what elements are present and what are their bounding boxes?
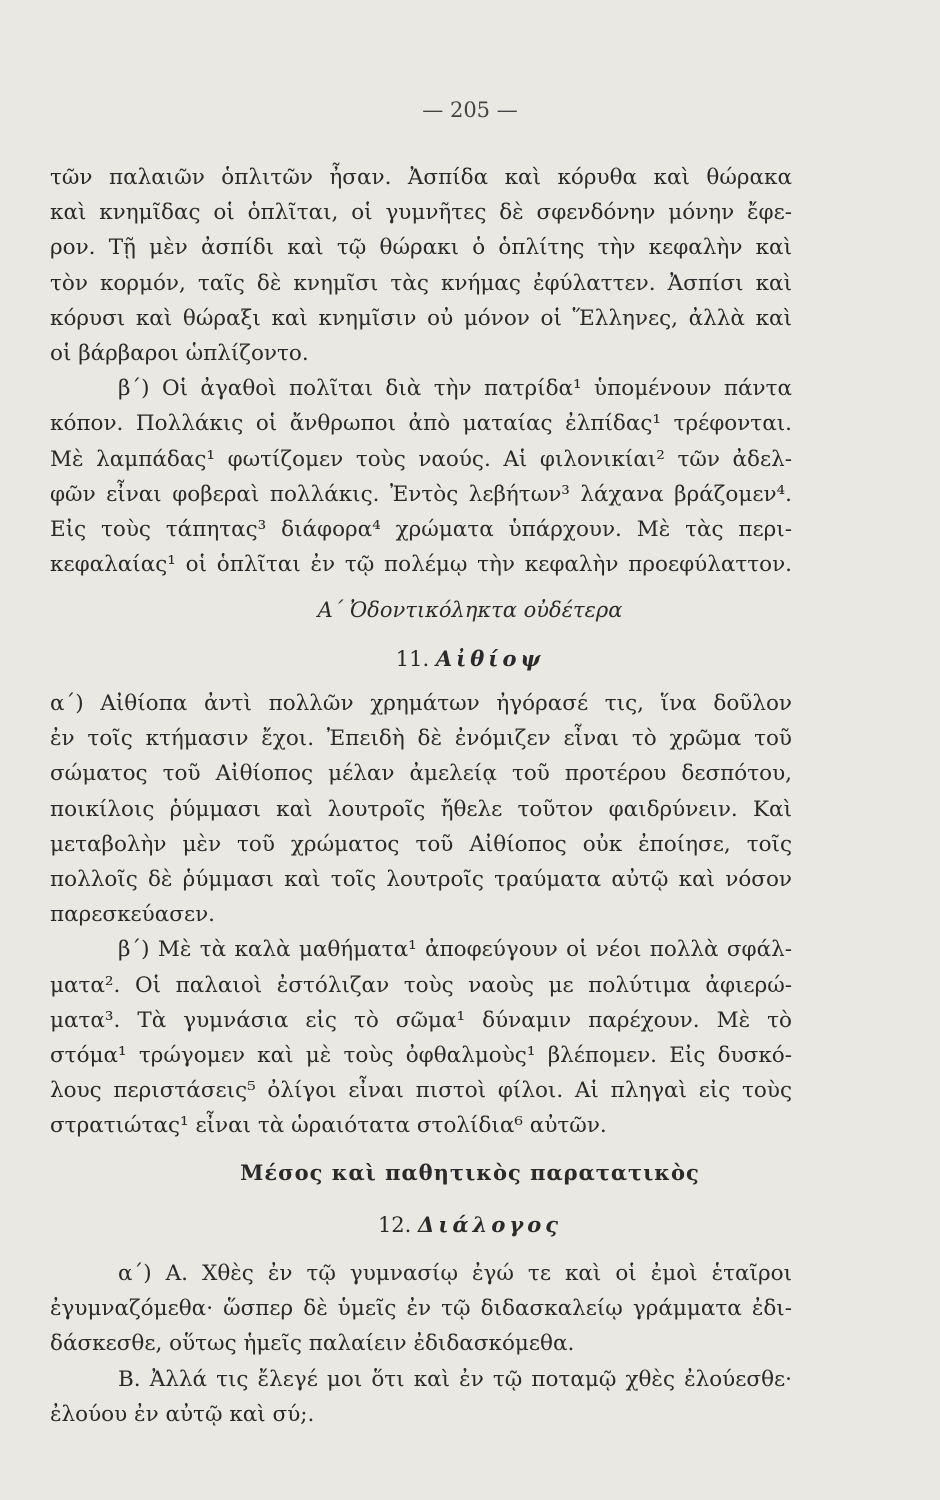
text-line: οἱ βάρβαροι ὡπλίζοντο. <box>50 341 309 367</box>
text-line: ἐλούου ἐν αὐτῷ καὶ σύ;. <box>50 1401 315 1427</box>
text-line: ἐγυμναζόμεθα· ὥσπερ δὲ ὑμεῖς ἐν τῷ διδασκαλείῳ γράμματα ἐδι- <box>50 1296 792 1322</box>
section-heading-a: Α΄ Ὀδοντικόληκτα οὐδέτερα <box>317 598 623 622</box>
text-line: α΄) Α. Χθὲς ἐν τῷ γυμνασίῳ ἐγώ τε καὶ οἱ ἐμοὶ ἑταῖροι <box>118 1261 792 1286</box>
text-block-intro <box>50 160 792 582</box>
lesson-number: 11. <box>395 647 430 671</box>
text-line: κεφαλαίας¹ οἱ ὁπλῖται ἐν τῷ πολέμῳ τὴν κεφαλὴν προεφύλαττον. <box>50 552 792 578</box>
text-line: καὶ κνημῖδας οἱ ὁπλῖται, οἱ γυμνῆτες δὲ σφενδόνην μόνην ἔφε- <box>50 200 792 226</box>
text-line: α΄) Αἰθίοπα ἀντὶ πολλῶν χρημάτων ἠγόρασέ τις, ἵνα δοῦλον <box>50 691 792 716</box>
text-line: ρον. Τῇ μὲν ἀσπίδι καὶ τῷ θώρακι ὁ ὁπλίτης τὴν κεφαλὴν καὶ <box>50 235 792 261</box>
text-line: Μὲ λαμπάδας¹ φωτίζομεν τοὺς ναούς. Αἱ φιλονικίαι² τῶν ἀδελ- <box>50 446 792 472</box>
text-line: ματα³. Τὰ γυμνάσια εἰς τὸ σῶμα¹ δύναμιν παρέχουν. Μὲ τὸ <box>50 1007 792 1033</box>
text-line: λους περιστάσεις⁵ ὀλίγοι εἶναι πιστοὶ φίλοι. Αἱ πληγαὶ εἰς τοὺς <box>50 1078 792 1104</box>
text-line: παρεσκεύασεν. <box>50 902 215 928</box>
text-line: β΄) Μὲ τὰ καλὰ μαθήματα¹ ἀποφεύγουν οἱ νέοι πολλὰ σφάλ- <box>118 937 792 963</box>
lesson-title: Αἰθίοψ <box>435 646 545 671</box>
text-line: ποικίλοις ῥύμμασι καὶ λουτροῖς ἤθελε τοῦτον φαιδρύνειν. Καὶ <box>50 796 792 822</box>
lesson-12-heading <box>0 1212 940 1237</box>
text-line: κόρυσι καὶ θώραξι καὶ κνημῖσιν οὐ μόνον οἱ Ἕλληνες, ἀλλὰ καὶ <box>50 305 792 331</box>
text-line: ἐν τοῖς κτήμασιν ἔχοι. Ἐπειδὴ δὲ ἐνόμιζεν εἶναι τὸ χρῶμα τοῦ <box>50 726 792 752</box>
text-line: σώματος τοῦ Αἰθίοπος μέλαν ἀμελείᾳ τοῦ προτέρου δεσπότου, <box>50 761 792 787</box>
page-number: — 205 — <box>422 98 518 122</box>
text-line: στόμα¹ τρώγομεν καὶ μὲ τοὺς ὀφθαλμοὺς¹ βλέπομεν. Εἰς δυσκό- <box>50 1043 792 1069</box>
section-heading-b: Μέσος καὶ παθητικὸς παρατατικὸς <box>240 1160 700 1185</box>
text-line: Β. Ἀλλά τις ἔλεγέ μοι ὅτι καὶ ἐν τῷ ποταμῷ χθὲς ἐλούεσθε· <box>118 1366 792 1392</box>
text-line: Εἰς τοὺς τάπητας³ διάφορα⁴ χρώματα ὑπάρχουν. Μὲ τὰς περι- <box>50 517 792 543</box>
text-line: δάσκεσθε, οὕτως ἡμεῖς παλαίειν ἐδιδασκόμεθα. <box>50 1331 575 1357</box>
text-line: μεταβολὴν μὲν τοῦ χρώματος τοῦ Αἰθίοπος οὐκ ἐποίησε, τοῖς <box>50 831 792 857</box>
lesson-title: Διάλογος <box>418 1212 563 1237</box>
text-line: τὸν κορμόν, ταῖς δὲ κνημῖσι τὰς κνήμας ἐφύλαττεν. Ἀσπίσι καὶ <box>50 270 792 296</box>
lesson-number: 12. <box>377 1213 412 1237</box>
text-block-lesson-11 <box>50 686 792 1144</box>
text-block-lesson-12 <box>50 1256 792 1432</box>
text-line: τῶν παλαιῶν ὁπλιτῶν ἦσαν. Ἀσπίδα καὶ κόρυθα καὶ θώρακα <box>50 165 792 190</box>
lesson-11-heading <box>0 646 940 671</box>
text-line: στρατιώτας¹ εἶναι τὰ ὡραιότατα στολίδια⁶ αὐτῶν. <box>50 1113 607 1139</box>
text-line: κόπον. Πολλάκις οἱ ἄνθρωποι ἀπὸ ματαίας ἐλπίδας¹ τρέφονται. <box>50 411 792 437</box>
text-line: φῶν εἶναι φοβεραὶ πολλάκις. Ἐντὸς λεβήτων³ λάχανα βράζομεν⁴. <box>50 481 792 507</box>
text-line: πολλοῖς δὲ ῥύμμασι καὶ τοῖς λουτροῖς τραύματα αὐτῷ καὶ νόσον <box>50 867 792 893</box>
text-line: β΄) Οἱ ἀγαθοὶ πολῖται διὰ τὴν πατρίδα¹ ὑπομένουν πάντα <box>118 376 792 402</box>
text-line: ματα². Οἱ παλαιοὶ ἐστόλιζαν τοὺς ναοὺς με πολύτιμα ἀφιερώ- <box>50 972 792 998</box>
